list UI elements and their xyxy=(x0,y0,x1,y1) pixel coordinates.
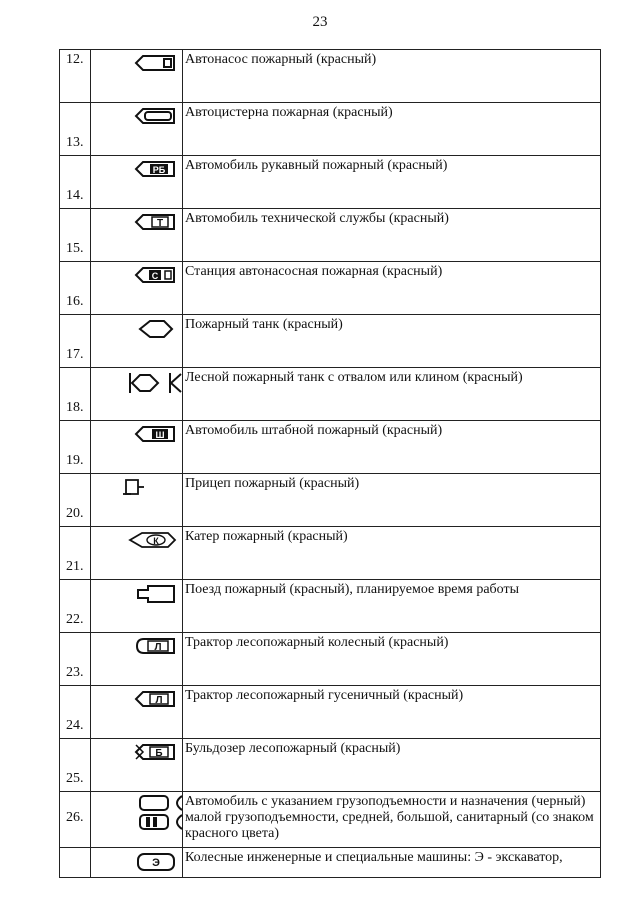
row-number: 20. xyxy=(66,506,84,521)
table-row xyxy=(60,421,601,474)
table-row xyxy=(60,262,601,315)
table-row xyxy=(60,686,601,739)
boat-icon xyxy=(128,530,178,550)
row-number: 17. xyxy=(66,347,84,362)
description-cell: Колесные инженерные и специальные машины: Э - экскаватор, xyxy=(183,848,601,878)
row-number: 15. xyxy=(66,241,84,256)
row-number: 21. xyxy=(66,559,84,574)
row-number-cell xyxy=(60,633,91,686)
table-row xyxy=(60,580,601,633)
table-row xyxy=(60,156,601,209)
description-cell: Бульдозер лесопожарный (красный) xyxy=(183,739,601,792)
row-number-cell xyxy=(60,848,91,878)
cargo-trucks-icon xyxy=(137,793,185,843)
table-row xyxy=(60,739,601,792)
row-number-cell xyxy=(60,262,91,315)
symbol-cell xyxy=(91,633,183,686)
description-cell: Катер пожарный (красный) xyxy=(183,527,601,580)
row-number-cell xyxy=(60,739,91,792)
row-number-cell xyxy=(60,792,91,848)
description-cell: Пожарный танк (красный) xyxy=(183,315,601,368)
wheeled-tractor-glyph: Л xyxy=(154,642,162,653)
row-number-cell xyxy=(60,474,91,527)
autopump-icon xyxy=(134,53,178,73)
row-number: 22. xyxy=(66,612,84,627)
row-number: 16. xyxy=(66,294,84,309)
table-row xyxy=(60,103,601,156)
symbol-cell xyxy=(91,156,183,209)
row-number-cell xyxy=(60,368,91,421)
description-cell: Станция автонасосная пожарная (красный) xyxy=(183,262,601,315)
row-number-cell xyxy=(60,103,91,156)
row-number: 25. xyxy=(66,771,84,786)
tracked-tractor-icon xyxy=(134,689,178,709)
description-cell: Трактор лесопожарный колесный (красный) xyxy=(183,633,601,686)
row-number: 13. xyxy=(66,135,84,150)
symbols-table xyxy=(59,49,601,878)
row-number: 19. xyxy=(66,453,84,468)
description-cell: Автомобиль с указанием грузоподъемности и назначения (черный) малой грузоподъемности, средней, большой, санитарный (со знаком красного цвета) xyxy=(183,792,601,848)
symbol-cell xyxy=(91,792,183,848)
table-row xyxy=(60,633,601,686)
train-icon xyxy=(134,583,178,605)
symbol-cell xyxy=(91,848,183,878)
staff-truck-glyph: Ш xyxy=(155,430,165,440)
excavator-icon xyxy=(134,851,178,873)
row-number-cell xyxy=(60,156,91,209)
description-cell: Автомобиль технической службы (красный) xyxy=(183,209,601,262)
row-number-cell xyxy=(60,315,91,368)
row-number: 24. xyxy=(66,718,84,733)
description-cell: Поезд пожарный (красный), планируемое время работы xyxy=(183,580,601,633)
table-row xyxy=(60,848,601,878)
staff-truck-icon xyxy=(134,424,178,444)
tracked-tractor-glyph: Л xyxy=(155,695,163,706)
description-cell: Трактор лесопожарный гусеничный (красный) xyxy=(183,686,601,739)
row-number-cell xyxy=(60,421,91,474)
pump-station-icon xyxy=(134,265,178,285)
description-cell: Лесной пожарный танк с отвалом или клином (красный) xyxy=(183,368,601,421)
fire-tank-icon xyxy=(134,318,178,340)
forest-tank-icon xyxy=(126,371,184,395)
row-number-cell xyxy=(60,209,91,262)
table-row xyxy=(60,209,601,262)
symbol-cell xyxy=(91,103,183,156)
excavator-glyph: Э xyxy=(152,857,160,869)
technical-truck-icon xyxy=(134,212,178,232)
boat-glyph: К xyxy=(153,536,159,546)
description-cell: Автомобиль штабной пожарный (красный) xyxy=(183,421,601,474)
row-number: 12. xyxy=(66,52,84,67)
hose-truck-glyph: РБ xyxy=(152,165,166,175)
description-cell: Автонасос пожарный (красный) xyxy=(183,50,601,103)
row-number: 23. xyxy=(66,665,84,680)
symbol-cell xyxy=(91,474,183,527)
symbol-cell xyxy=(91,50,183,103)
symbol-cell xyxy=(91,739,183,792)
symbol-cell xyxy=(91,209,183,262)
symbol-cell xyxy=(91,527,183,580)
pump-station-glyph: С xyxy=(151,271,159,281)
row-number-cell xyxy=(60,686,91,739)
table-row xyxy=(60,50,601,103)
symbol-cell xyxy=(91,421,183,474)
description-cell: Прицеп пожарный (красный) xyxy=(183,474,601,527)
symbol-cell xyxy=(91,580,183,633)
row-number: 26. xyxy=(66,809,84,825)
table-row xyxy=(60,792,601,848)
symbol-cell xyxy=(91,368,183,421)
symbol-cell xyxy=(91,315,183,368)
tanker-icon xyxy=(134,106,178,126)
bulldozer-glyph: Б xyxy=(155,748,163,759)
hose-truck-icon xyxy=(134,159,178,179)
trailer-icon xyxy=(120,477,164,497)
technical-truck-glyph: Т xyxy=(156,218,164,229)
row-number xyxy=(66,873,90,877)
table-row xyxy=(60,527,601,580)
table-row xyxy=(60,315,601,368)
wheeled-tractor-icon xyxy=(134,636,178,656)
table-row xyxy=(60,474,601,527)
row-number: 18. xyxy=(66,400,84,415)
row-number: 14. xyxy=(66,188,84,203)
row-number-cell xyxy=(60,580,91,633)
row-number-cell xyxy=(60,50,91,103)
description-cell: Автомобиль рукавный пожарный (красный) xyxy=(183,156,601,209)
row-number-cell xyxy=(60,527,91,580)
table-row xyxy=(60,368,601,421)
description-cell: Автоцистерна пожарная (красный) xyxy=(183,103,601,156)
symbol-cell xyxy=(91,686,183,739)
bulldozer-icon xyxy=(134,742,178,762)
page-number: 23 xyxy=(312,14,328,30)
symbol-cell xyxy=(91,262,183,315)
